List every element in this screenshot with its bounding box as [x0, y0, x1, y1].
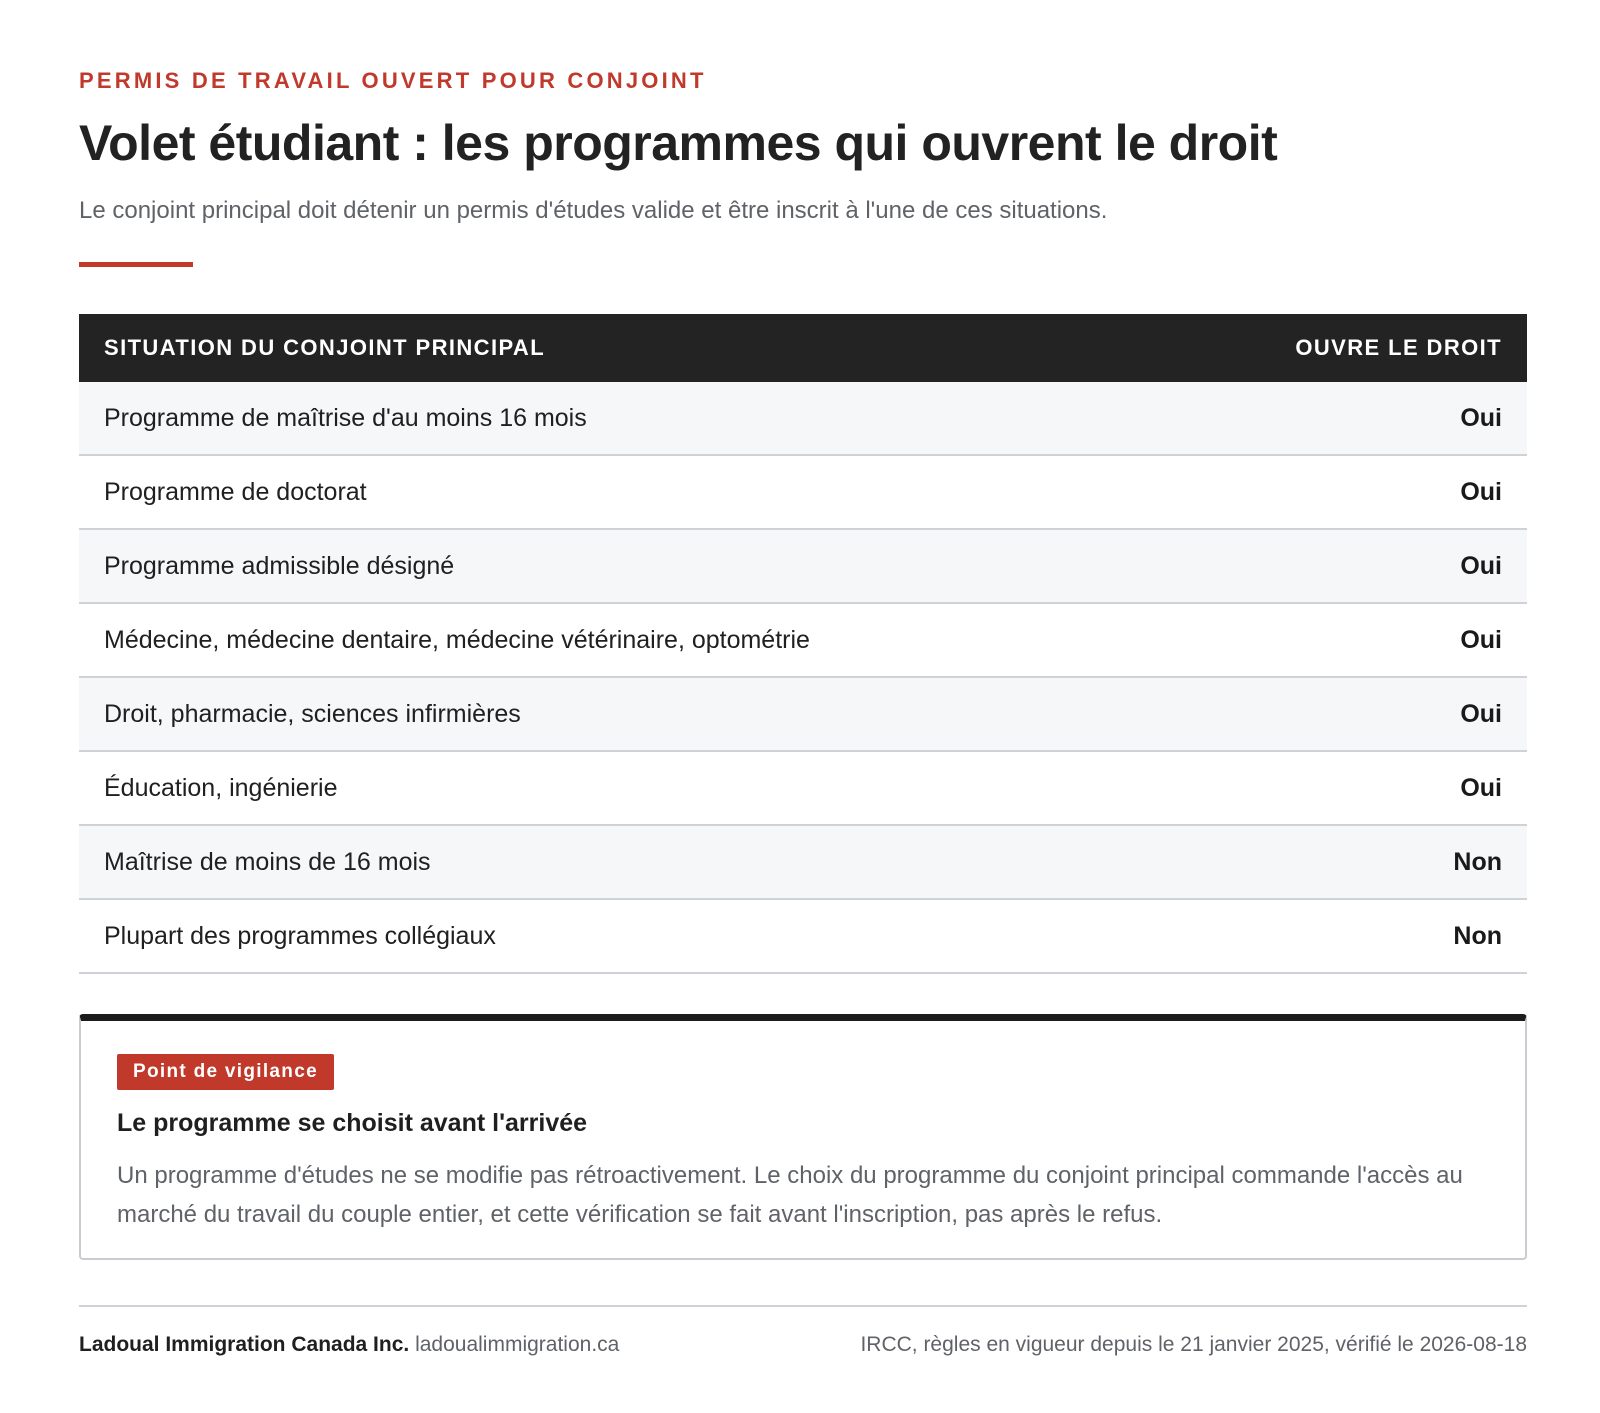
row-droit: Oui: [1460, 773, 1502, 802]
callout-body: Un programme d'études ne se modifie pas rétroactivement. Le choix du programme du conjoint principal commande l'accès au marché du travail du couple entier, et cette vérification se fait avant l'inscription, pas après le refus.: [117, 1162, 1463, 1228]
row-situation: Programme de maîtrise d'au moins 16 mois: [104, 403, 587, 432]
table-row: [79, 678, 1527, 752]
row-situation: Plupart des programmes collégiaux: [104, 921, 496, 950]
row-droit: Non: [1453, 921, 1502, 950]
footer-credit: [79, 1333, 619, 1357]
row-droit: Oui: [1460, 403, 1502, 432]
footer-divider: [79, 1305, 1527, 1307]
page-subtitle: Le conjoint principal doit détenir un permis d'études valide et être inscrit à l'une de ces situations.: [79, 197, 1108, 224]
table-row: [79, 826, 1527, 900]
table-row: [79, 604, 1527, 678]
row-situation: Médecine, médecine dentaire, médecine vétérinaire, optométrie: [104, 625, 810, 654]
callout-title: Le programme se choisit avant l'arrivée: [117, 1109, 588, 1137]
table-row: [79, 382, 1527, 456]
row-droit: Oui: [1460, 699, 1502, 728]
vigilance-callout: [79, 1014, 1527, 1260]
row-droit: Oui: [1460, 551, 1502, 580]
footer-source: IRCC, règles en vigueur depuis le 21 janvier 2025, vérifié le 2026-08-18: [860, 1333, 1527, 1356]
eyebrow-label: PERMIS DE TRAVAIL OUVERT POUR CONJOINT: [79, 68, 707, 93]
row-droit: Oui: [1460, 625, 1502, 654]
column-header-droit: OUVRE LE DROIT: [1295, 335, 1502, 360]
row-situation: Programme de doctorat: [104, 477, 367, 506]
vigilance-badge: Point de vigilance: [117, 1054, 334, 1090]
table-header: [79, 314, 1527, 382]
page-title: Volet étudiant : les programmes qui ouvrent le droit: [79, 115, 1278, 171]
accent-divider: [79, 262, 193, 267]
row-situation: Maîtrise de moins de 16 mois: [104, 847, 431, 876]
table-row: [79, 530, 1527, 604]
table-row: [79, 456, 1527, 530]
row-situation: Programme admissible désigné: [104, 551, 455, 580]
table-row: [79, 752, 1527, 826]
row-situation: Éducation, ingénierie: [104, 773, 338, 802]
footer-website: ladoualimmigration.ca: [415, 1333, 620, 1356]
eligibility-table: [79, 314, 1527, 974]
row-droit: Oui: [1460, 477, 1502, 506]
column-header-situation: SITUATION DU CONJOINT PRINCIPAL: [104, 335, 546, 360]
row-situation: Droit, pharmacie, sciences infirmières: [104, 699, 521, 728]
row-droit: Non: [1453, 847, 1502, 876]
table-row: [79, 900, 1527, 974]
footer-organization: Ladoual Immigration Canada Inc.: [79, 1333, 410, 1356]
footer: [79, 1333, 1527, 1357]
